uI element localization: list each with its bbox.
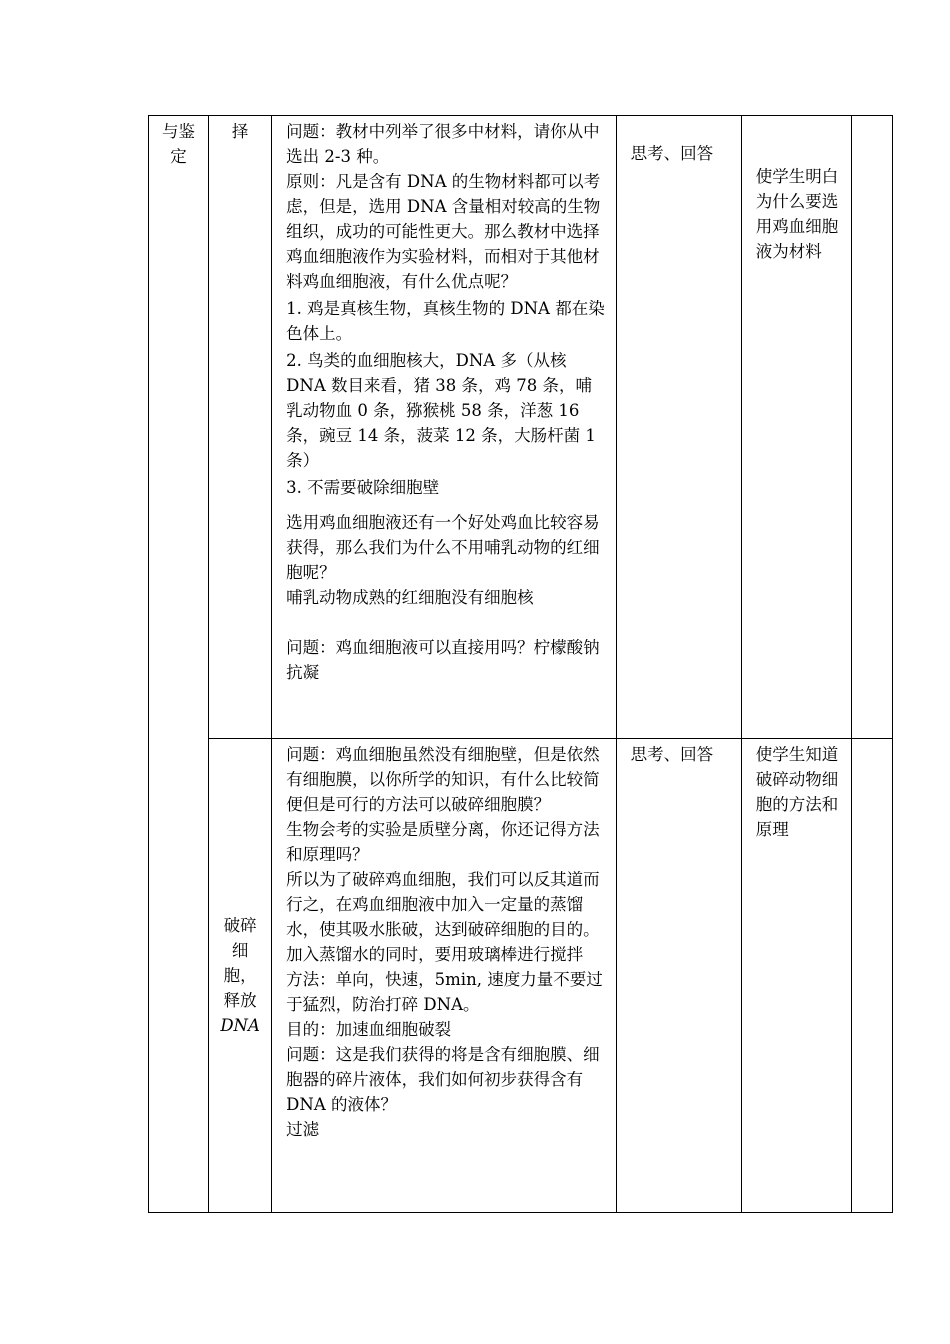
paragraph: 2. 鸟类的血细胞核大，DNA 多（从核 DNA 数目来看，猪 38 条，鸡 78 条，哺乳动物血 0 条，猕猴桃 58 条，洋葱 16 条，豌豆 14 条，菠菜 12 条，大肠杆菌 1 条） <box>286 351 596 470</box>
step-label: 择 <box>231 122 249 141</box>
step-label-line: 破碎 <box>223 916 257 935</box>
step-label-line: DNA <box>220 1016 260 1035</box>
spacer <box>286 500 605 510</box>
paragraph: 3. 不需要破除细胞壁 <box>286 478 440 497</box>
design-purpose-text: 使学生知道破碎动物细胞的方法和原理 <box>755 745 839 839</box>
empty-cell <box>851 739 892 1213</box>
teacher-activity-cell <box>272 116 616 739</box>
paragraph: 问题：这是我们获得的将是含有细胞膜、细胞器的碎片液体，我们如何初步获得含有 DNA 的液体？ <box>286 1045 600 1114</box>
table-row <box>149 116 893 739</box>
section-cell <box>149 116 209 1213</box>
student-activity-text: 思考、回答 <box>630 745 714 764</box>
step-cell <box>209 739 272 1213</box>
paragraph: 方法：单向，快速，5min, 速度力量不要过于猛烈，防治打碎 DNA。 <box>286 970 603 1014</box>
paragraph: 1. 鸡是真核生物，真核生物的 DNA 都在染色体上。 <box>286 299 605 343</box>
empty-cell <box>851 116 892 739</box>
paragraph: 所以为了破碎鸡血细胞，我们可以反其道而行之，在鸡血细胞液中加入一定量的蒸馏水，使其吸水胀破，达到破碎细胞的目的。 <box>286 870 600 939</box>
teacher-activity-cell <box>272 739 616 1213</box>
step-label-line: 释放 <box>223 991 257 1010</box>
paragraph: 生物会考的实验是质壁分离，你还记得方法和原理吗？ <box>286 820 600 864</box>
design-purpose-text: 使学生明白为什么要选用鸡血细胞液为材料 <box>755 167 839 261</box>
table-row <box>149 739 893 1213</box>
student-activity-cell <box>616 116 741 739</box>
section-label-line: 与鉴 <box>162 122 196 141</box>
paragraph: 问题：教材中列举了很多中材料，请你从中选出 2-3 种。 <box>286 122 600 166</box>
paragraph: 目的：加速血细胞破裂 <box>286 1020 452 1039</box>
step-label-line: 细 <box>231 941 249 960</box>
step-label-block <box>209 739 271 1212</box>
paragraph: 加入蒸馏水的同时，要用玻璃棒进行搅拌 <box>286 945 584 964</box>
paragraph: 问题：鸡血细胞液可以直接用吗？柠檬酸钠抗凝 <box>286 638 600 682</box>
student-activity-text: 思考、回答 <box>630 144 714 163</box>
lesson-plan-table <box>148 115 893 1213</box>
paragraph: 问题：鸡血细胞虽然没有细胞壁，但是依然有细胞膜，以你所学的知识，有什么比较简便但是可行的方法可以破碎细胞膜？ <box>286 745 600 814</box>
paragraph: 选用鸡血细胞液还有一个好处鸡血比较容易获得，那么我们为什么不用哺乳动物的红细胞呢？ <box>286 513 600 582</box>
design-purpose-cell <box>741 116 851 739</box>
spacer <box>286 610 605 635</box>
paragraph: 原则：凡是含有 DNA 的生物材料都可以考虑，但是，选用 DNA 含量相对较高的生物组织，成功的可能性更大。那么教材中选择鸡血细胞液作为实验材料，而相对于其他材料鸡血细胞液，有什么优点呢？ <box>286 172 601 291</box>
section-label-line: 定 <box>170 147 187 166</box>
step-label-line: 胞， <box>223 966 257 985</box>
design-purpose-cell <box>741 739 851 1213</box>
student-activity-cell <box>616 739 741 1213</box>
paragraph: 哺乳动物成熟的红细胞没有细胞核 <box>286 588 534 607</box>
step-cell <box>209 116 272 739</box>
paragraph: 过滤 <box>286 1120 320 1139</box>
